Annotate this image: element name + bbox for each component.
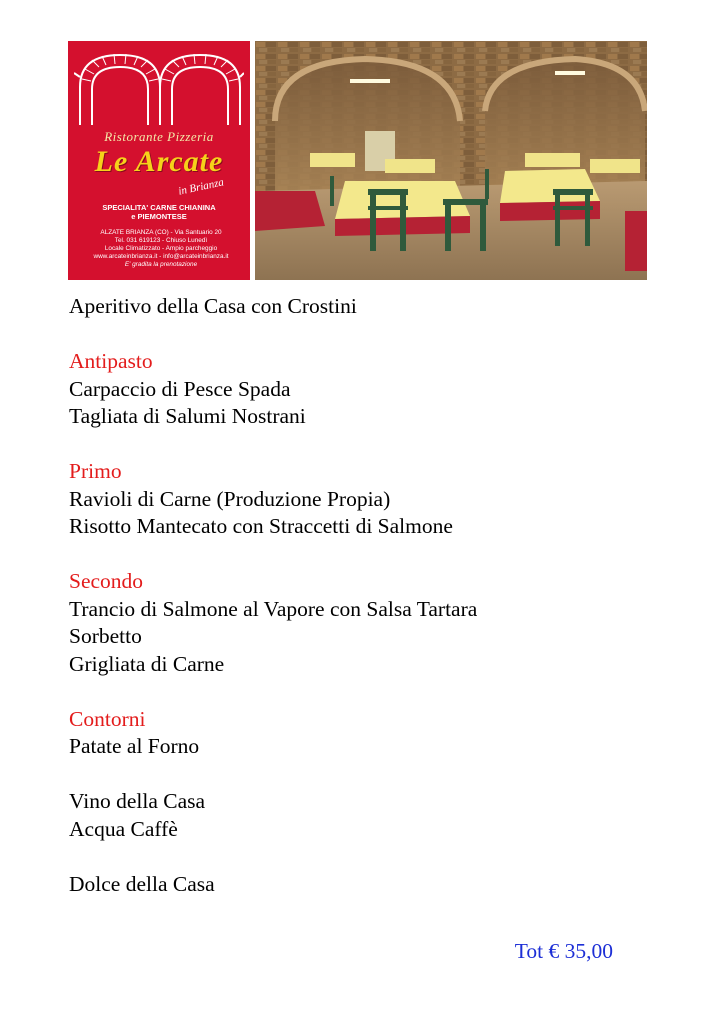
section-heading-secondo: Secondo bbox=[69, 569, 144, 593]
logo-name: Le Arcate bbox=[94, 145, 224, 178]
section-heading-contorni: Contorni bbox=[69, 706, 146, 731]
logo-subtitle: Ristorante Pizzeria bbox=[104, 129, 214, 144]
menu-item: Patate al Forno bbox=[69, 734, 200, 758]
logo-web: www.arcateinbrianza.it - info@arcateinbrianza.it bbox=[93, 253, 229, 260]
drink-item: Vino della Casa bbox=[69, 789, 206, 813]
drink-item: Acqua Caffè bbox=[69, 816, 178, 841]
menu-item: Risotto Mantecato con Straccetti di Salmone bbox=[69, 514, 453, 538]
aperitivo: Aperitivo della Casa con Crostini bbox=[69, 294, 357, 318]
dining-room-image bbox=[255, 41, 647, 280]
logo-specialty bbox=[68, 203, 250, 221]
menu-item: Carpaccio di Pesce Spada bbox=[69, 376, 291, 401]
restaurant-interior-photo bbox=[255, 41, 647, 280]
logo-contact bbox=[76, 229, 246, 269]
logo-phone: Tel. 031 619123 - Chiuso Lunedì bbox=[114, 237, 208, 244]
restaurant-logo bbox=[68, 41, 250, 280]
logo-specialty-line1: SPECIALITA' CARNE CHIANINA bbox=[102, 203, 216, 212]
section-heading-antipasto: Antipasto bbox=[69, 349, 153, 373]
logo-specialty-line2: e PIEMONTESE bbox=[131, 212, 187, 221]
menu-list bbox=[69, 293, 629, 898]
menu-total-price: Tot € 35,00 bbox=[514, 939, 613, 963]
logo-location: in Brianza bbox=[177, 176, 225, 198]
logo-amenities: Locale Climatizzato - Ampio parcheggio bbox=[104, 245, 218, 252]
menu-item: Ravioli di Carne (Produzione Propia) bbox=[69, 486, 391, 511]
menu-item: Grigliata di Carne bbox=[69, 651, 225, 676]
dessert: Dolce della Casa bbox=[69, 871, 215, 896]
menu-item: Trancio di Salmone al Vapore con Salsa Tartara bbox=[69, 596, 478, 621]
logo-address: ALZATE BRIANZA (CO) - Via Santuario 20 bbox=[100, 229, 222, 236]
section-heading-primo: Primo bbox=[69, 459, 122, 483]
menu-item: Tagliata di Salumi Nostrani bbox=[69, 404, 306, 428]
arches-logo-icon bbox=[74, 47, 244, 127]
menu-item: Sorbetto bbox=[69, 624, 142, 648]
logo-booking: E' gradita la prenotazione bbox=[124, 261, 198, 268]
